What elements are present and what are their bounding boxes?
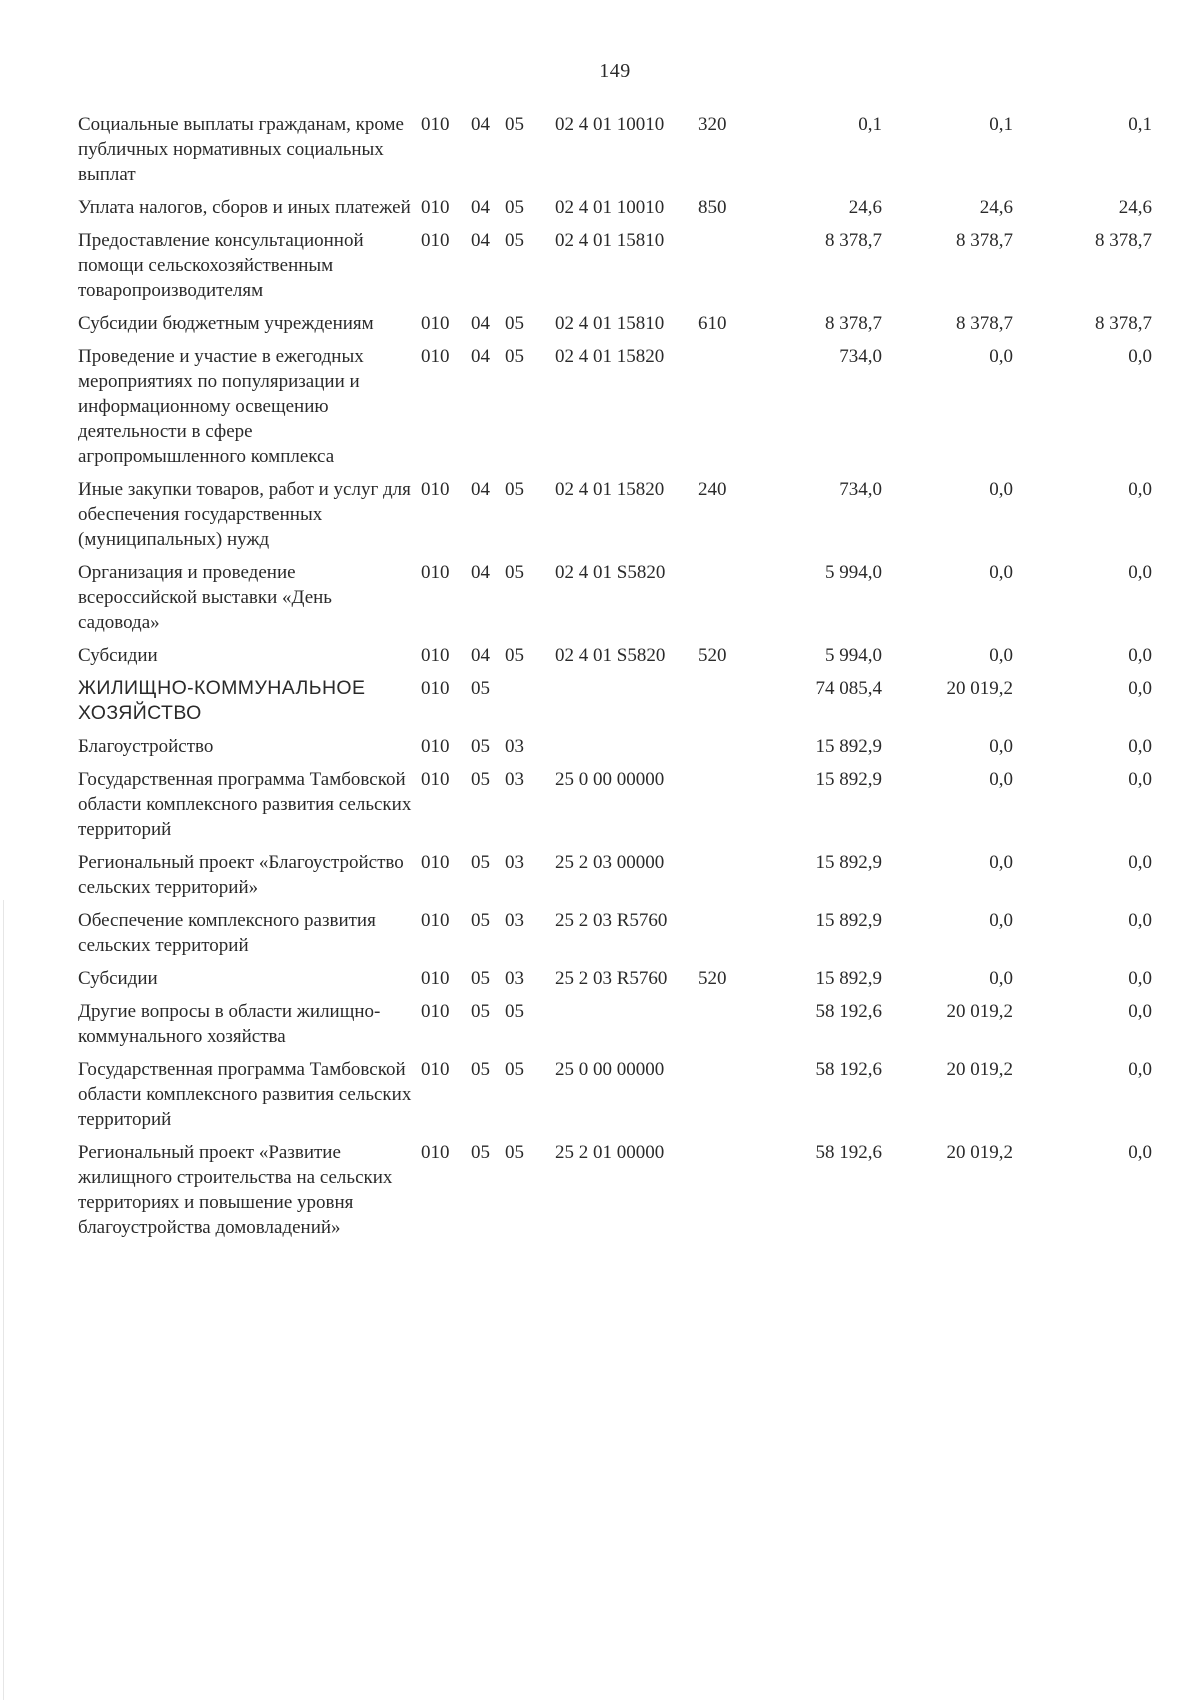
table-row [0, 344, 1200, 469]
subsection-code-cell: 05 [505, 1001, 524, 1022]
amount-year1-cell: 74 085,4 [815, 678, 882, 699]
section-code-cell: 04 [471, 313, 490, 334]
amount-year2-cell: 24,6 [979, 197, 1013, 218]
subsection-code-cell: 03 [505, 852, 524, 873]
table-row [0, 908, 1200, 958]
subsection-code-cell: 05 [505, 1142, 524, 1163]
admin-code-cell: 010 [421, 769, 450, 790]
admin-code-cell: 010 [421, 968, 450, 989]
amount-year2-cell: 20 019,2 [946, 678, 1013, 699]
subsection-code-cell: 03 [505, 769, 524, 790]
section-code-cell: 04 [471, 230, 490, 251]
row-name-cell: Благоустройство [78, 736, 214, 757]
admin-code-cell: 010 [421, 230, 450, 251]
expense-type-cell: 240 [698, 479, 727, 500]
section-code-cell: 05 [471, 852, 490, 873]
target-article-cell: 25 2 03 R5760 [555, 968, 668, 989]
amount-year3-cell: 0,0 [1128, 562, 1152, 583]
subsection-code-cell: 03 [505, 910, 524, 931]
admin-code-cell: 010 [421, 313, 450, 334]
subsection-code-cell: 05 [505, 1059, 524, 1080]
target-article-cell: 02 4 01 15810 [555, 230, 665, 251]
target-article-cell: 02 4 01 15820 [555, 479, 665, 500]
amount-year3-cell: 8 378,7 [1095, 313, 1152, 334]
subsection-code-cell: 05 [505, 313, 524, 334]
subsection-code-cell: 05 [505, 346, 524, 367]
subsection-code-cell: 05 [505, 562, 524, 583]
row-name-cell: Социальные выплаты гражданам, кроме публичных нормативных социальных выплат [78, 114, 404, 185]
target-article-cell: 02 4 01 15820 [555, 346, 665, 367]
budget-table [0, 112, 1200, 1248]
row-name-cell: Государственная программа Тамбовской области комплексного развития сельских территорий [78, 1059, 412, 1130]
amount-year1-cell: 58 192,6 [815, 1001, 882, 1022]
row-name-cell: Проведение и участие в ежегодных мероприятиях по популяризации и информационному освещению деятельности в сфере агропромышленного комплекса [78, 346, 364, 467]
amount-year2-cell: 0,0 [989, 968, 1013, 989]
amount-year1-cell: 5 994,0 [825, 562, 882, 583]
target-article-cell: 25 0 00 00000 [555, 1059, 665, 1080]
amount-year1-cell: 15 892,9 [815, 769, 882, 790]
admin-code-cell: 010 [421, 736, 450, 757]
table-row [0, 311, 1200, 336]
page-number: 149 [599, 60, 631, 82]
expense-type-cell: 320 [698, 114, 727, 135]
subsection-code-cell: 05 [505, 479, 524, 500]
amount-year2-cell: 0,0 [989, 736, 1013, 757]
amount-year3-cell: 0,0 [1128, 1142, 1152, 1163]
admin-code-cell: 010 [421, 479, 450, 500]
row-name-cell: Обеспечение комплексного развития сельских территорий [78, 910, 376, 956]
subsection-code-cell: 05 [505, 114, 524, 135]
row-name-cell: Другие вопросы в области жилищно-коммунального хозяйства [78, 1001, 381, 1047]
amount-year3-cell: 24,6 [1118, 197, 1152, 218]
amount-year1-cell: 5 994,0 [825, 645, 882, 666]
amount-year3-cell: 0,0 [1128, 852, 1152, 873]
section-code-cell: 04 [471, 197, 490, 218]
amount-year2-cell: 20 019,2 [946, 1001, 1013, 1022]
admin-code-cell: 010 [421, 197, 450, 218]
expense-type-cell: 850 [698, 197, 727, 218]
amount-year3-cell: 0,0 [1128, 645, 1152, 666]
table-row [0, 195, 1200, 220]
section-code-cell: 04 [471, 645, 490, 666]
amount-year2-cell: 0,0 [989, 769, 1013, 790]
amount-year3-cell: 0,0 [1128, 968, 1152, 989]
amount-year1-cell: 8 378,7 [825, 313, 882, 334]
amount-year3-cell: 0,0 [1128, 1001, 1152, 1022]
section-code-cell: 04 [471, 479, 490, 500]
amount-year3-cell: 8 378,7 [1095, 230, 1152, 251]
table-row [0, 734, 1200, 759]
admin-code-cell: 010 [421, 645, 450, 666]
admin-code-cell: 010 [421, 910, 450, 931]
section-code-cell: 04 [471, 562, 490, 583]
table-row [0, 643, 1200, 668]
table-row [0, 1057, 1200, 1132]
admin-code-cell: 010 [421, 1001, 450, 1022]
section-code-cell: 05 [471, 910, 490, 931]
subsection-code-cell: 05 [505, 645, 524, 666]
expense-type-cell: 610 [698, 313, 727, 334]
admin-code-cell: 010 [421, 1142, 450, 1163]
amount-year1-cell: 0,1 [858, 114, 882, 135]
amount-year3-cell: 0,0 [1128, 678, 1152, 699]
row-name-cell: Государственная программа Тамбовской области комплексного развития сельских территорий [78, 769, 412, 840]
expense-type-cell: 520 [698, 645, 727, 666]
table-row [0, 112, 1200, 187]
amount-year1-cell: 15 892,9 [815, 910, 882, 931]
amount-year1-cell: 734,0 [839, 479, 882, 500]
amount-year3-cell: 0,0 [1128, 910, 1152, 931]
row-name-cell: Региональный проект «Благоустройство сельских территорий» [78, 852, 404, 898]
table-row [0, 560, 1200, 635]
row-name-cell: Региональный проект «Развитие жилищного строительства на сельских территориях и повышение уровня благоустройства домовладений» [78, 1142, 393, 1238]
table-row [0, 999, 1200, 1049]
subsection-code-cell: 05 [505, 197, 524, 218]
subsection-code-cell: 03 [505, 736, 524, 757]
table-row [0, 1140, 1200, 1240]
target-article-cell: 25 2 03 00000 [555, 852, 665, 873]
target-article-cell: 02 4 01 10010 [555, 197, 665, 218]
row-name-cell: Иные закупки товаров, работ и услуг для обеспечения государственных (муниципальных) нужд [78, 479, 411, 550]
section-code-cell: 05 [471, 678, 490, 699]
admin-code-cell: 010 [421, 562, 450, 583]
amount-year3-cell: 0,0 [1128, 736, 1152, 757]
row-name-cell: Субсидии бюджетным учреждениям [78, 313, 374, 334]
subsection-code-cell: 05 [505, 230, 524, 251]
section-code-cell: 04 [471, 114, 490, 135]
target-article-cell: 25 2 03 R5760 [555, 910, 668, 931]
amount-year1-cell: 24,6 [848, 197, 882, 218]
section-code-cell: 05 [471, 968, 490, 989]
section-code-cell: 05 [471, 1059, 490, 1080]
section-code-cell: 05 [471, 736, 490, 757]
amount-year2-cell: 20 019,2 [946, 1059, 1013, 1080]
row-name-cell: Субсидии [78, 645, 158, 666]
amount-year2-cell: 20 019,2 [946, 1142, 1013, 1163]
amount-year2-cell: 8 378,7 [956, 313, 1013, 334]
amount-year3-cell: 0,1 [1128, 114, 1152, 135]
row-name-cell: Субсидии [78, 968, 158, 989]
row-name-cell: Организация и проведение всероссийской выставки «День садовода» [78, 562, 332, 633]
amount-year2-cell: 0,0 [989, 562, 1013, 583]
table-row [0, 477, 1200, 552]
amount-year2-cell: 0,0 [989, 346, 1013, 367]
expense-type-cell: 520 [698, 968, 727, 989]
table-row [0, 850, 1200, 900]
amount-year1-cell: 734,0 [839, 346, 882, 367]
admin-code-cell: 010 [421, 346, 450, 367]
amount-year1-cell: 15 892,9 [815, 736, 882, 757]
subsection-code-cell: 03 [505, 968, 524, 989]
amount-year2-cell: 0,0 [989, 645, 1013, 666]
amount-year3-cell: 0,0 [1128, 1059, 1152, 1080]
amount-year1-cell: 58 192,6 [815, 1059, 882, 1080]
amount-year2-cell: 0,0 [989, 910, 1013, 931]
table-row [0, 767, 1200, 842]
table-row [0, 966, 1200, 991]
target-article-cell: 02 4 01 10010 [555, 114, 665, 135]
target-article-cell: 02 4 01 15810 [555, 313, 665, 334]
table-row [0, 676, 1200, 726]
target-article-cell: 25 2 01 00000 [555, 1142, 665, 1163]
amount-year2-cell: 8 378,7 [956, 230, 1013, 251]
section-code-cell: 05 [471, 769, 490, 790]
row-name-cell: Уплата налогов, сборов и иных платежей [78, 197, 411, 218]
admin-code-cell: 010 [421, 852, 450, 873]
amount-year2-cell: 0,1 [989, 114, 1013, 135]
amount-year1-cell: 8 378,7 [825, 230, 882, 251]
amount-year1-cell: 15 892,9 [815, 968, 882, 989]
row-name-cell: ЖИЛИЩНО-КОММУНАЛЬНОЕ ХОЗЯЙСТВО [78, 677, 366, 724]
section-code-cell: 04 [471, 346, 490, 367]
target-article-cell: 02 4 01 S5820 [555, 562, 666, 583]
table-row [0, 228, 1200, 303]
amount-year2-cell: 0,0 [989, 479, 1013, 500]
admin-code-cell: 010 [421, 1059, 450, 1080]
amount-year3-cell: 0,0 [1128, 346, 1152, 367]
admin-code-cell: 010 [421, 114, 450, 135]
section-code-cell: 05 [471, 1001, 490, 1022]
amount-year3-cell: 0,0 [1128, 479, 1152, 500]
amount-year3-cell: 0,0 [1128, 769, 1152, 790]
section-code-cell: 05 [471, 1142, 490, 1163]
admin-code-cell: 010 [421, 678, 450, 699]
amount-year1-cell: 58 192,6 [815, 1142, 882, 1163]
target-article-cell: 25 0 00 00000 [555, 769, 665, 790]
amount-year1-cell: 15 892,9 [815, 852, 882, 873]
amount-year2-cell: 0,0 [989, 852, 1013, 873]
row-name-cell: Предоставление консультационной помощи сельскохозяйственным товаропроизводителям [78, 230, 364, 301]
target-article-cell: 02 4 01 S5820 [555, 645, 666, 666]
